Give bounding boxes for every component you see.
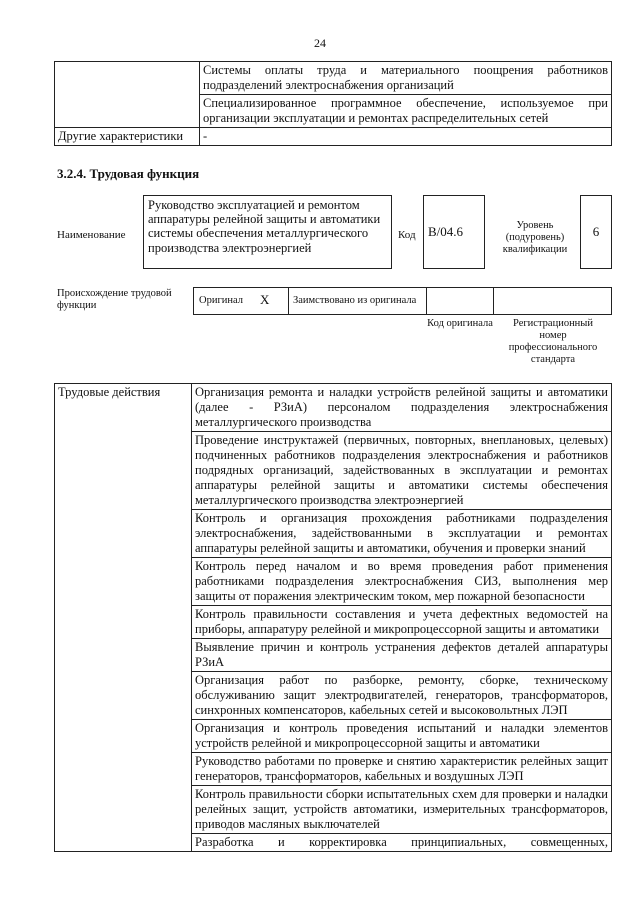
- reg-number-box: [493, 287, 612, 315]
- code-box: [423, 195, 485, 269]
- level-value: 6: [592, 224, 600, 239]
- level-box: [580, 195, 612, 269]
- table-cell-empty: [55, 62, 200, 128]
- labor-actions-table: [54, 383, 612, 852]
- other-characteristics-value: -: [200, 128, 612, 146]
- labor-action-item: Организация ремонта и наладки устройств релейной защиты и автоматики (далее - РЗиА) персоналом подразделения электроснабжения металлургического производства: [192, 384, 612, 432]
- table-row: [55, 128, 612, 146]
- labor-action-item: Руководство работами по проверке и снятию характеристик релейных защит генераторов, трансформаторов, кабельных и воздушных ЛЭП: [192, 753, 612, 786]
- labor-action-item: Выявление причин и контроль устранения дефектов деталей аппаратуры РЗиА: [192, 639, 612, 672]
- code-label: Код: [398, 229, 416, 241]
- code-value: В/04.6: [428, 224, 464, 239]
- labor-action-item: Контроль правильности составления и учета дефектных ведомостей на приборы, аппаратуру релейной и микропроцессорной защиты и автоматики: [192, 606, 612, 639]
- original-label: Оригинал: [199, 295, 243, 306]
- section-title: 3.2.4. Трудовая функция: [57, 166, 200, 181]
- borrowed-label: Заимствовано из оригинала: [293, 295, 417, 306]
- code-original-box: [426, 287, 494, 315]
- labor-actions-label: Трудовые действия: [55, 384, 192, 852]
- table-cell: Специализированное программное обеспечение, используемое при организации эксплуатации и ремонтах распределительных сетей: [200, 95, 612, 128]
- reg-number-label: Регистрационный номер профессионального стандарта: [508, 318, 598, 365]
- labor-action-item: Контроль и организация прохождения работниками подразделения электроснабжения, задействованными в эксплуатации и ремонтах аппаратуры релейной защиты и автоматики, обучения и проверки знаний: [192, 510, 612, 558]
- labor-action-item: Разработка и корректировка принципиальных, совмещенных,: [192, 834, 612, 852]
- table-cell: Системы оплаты труда и материального поощрения работников подразделений электроснабжения организаций: [200, 62, 612, 95]
- other-characteristics-label: Другие характеристики: [55, 128, 200, 146]
- original-mark: Х: [260, 292, 270, 307]
- labor-action-item: Контроль перед началом и во время проведения работ применения работниками подразделения электроснабжения СИЗ, выполнения мер защиты от поражения электрическим током, мер пожарной безопасности: [192, 558, 612, 606]
- labor-action-item: Контроль правильности сборки испытательных схем для проверки и наладки релейных защит, устройств автоматики, измерительных трансформаторов, приводов масляных выключателей: [192, 786, 612, 834]
- name-label: Наименование: [57, 229, 126, 241]
- labor-action-item: Проведение инструктажей (первичных, повторных, внеплановых, целевых) подчиненных работников подразделения электроснабжения и работников подрядных организаций, задействованных в эксплуатации и ремонтах аппаратуры релейной защиты и автоматики системы обеспечения металлургического производства электроэнергией: [192, 432, 612, 510]
- labor-action-item: Организация работ по разборке, ремонту, сборке, техническому обслуживанию защит электродвигателей, генераторов, трансформаторов, синхронных компенсаторов, кабельных сетей и высоковольтных ЛЭП: [192, 672, 612, 720]
- characteristics-table: [54, 61, 612, 146]
- function-name: Руководство эксплуатацией и ремонтом аппаратуры релейной защиты и автоматики системы обеспечения металлургического производства электроэнергией: [148, 198, 381, 255]
- table-row: [55, 384, 612, 432]
- level-label: Уровень (подуровень) квалификации: [502, 220, 568, 255]
- page-number: 24: [314, 36, 326, 50]
- table-row: [55, 62, 612, 95]
- origin-label: Происхождение трудовой функции: [57, 288, 172, 311]
- original-box: [193, 287, 289, 315]
- code-original-label: Код оригинала: [427, 318, 493, 329]
- labor-action-item: Организация и контроль проведения испытаний и наладки элементов устройств релейной и микропроцессорной защиты и автоматики: [192, 720, 612, 753]
- borrowed-box: [288, 287, 427, 315]
- function-name-box: [143, 195, 392, 269]
